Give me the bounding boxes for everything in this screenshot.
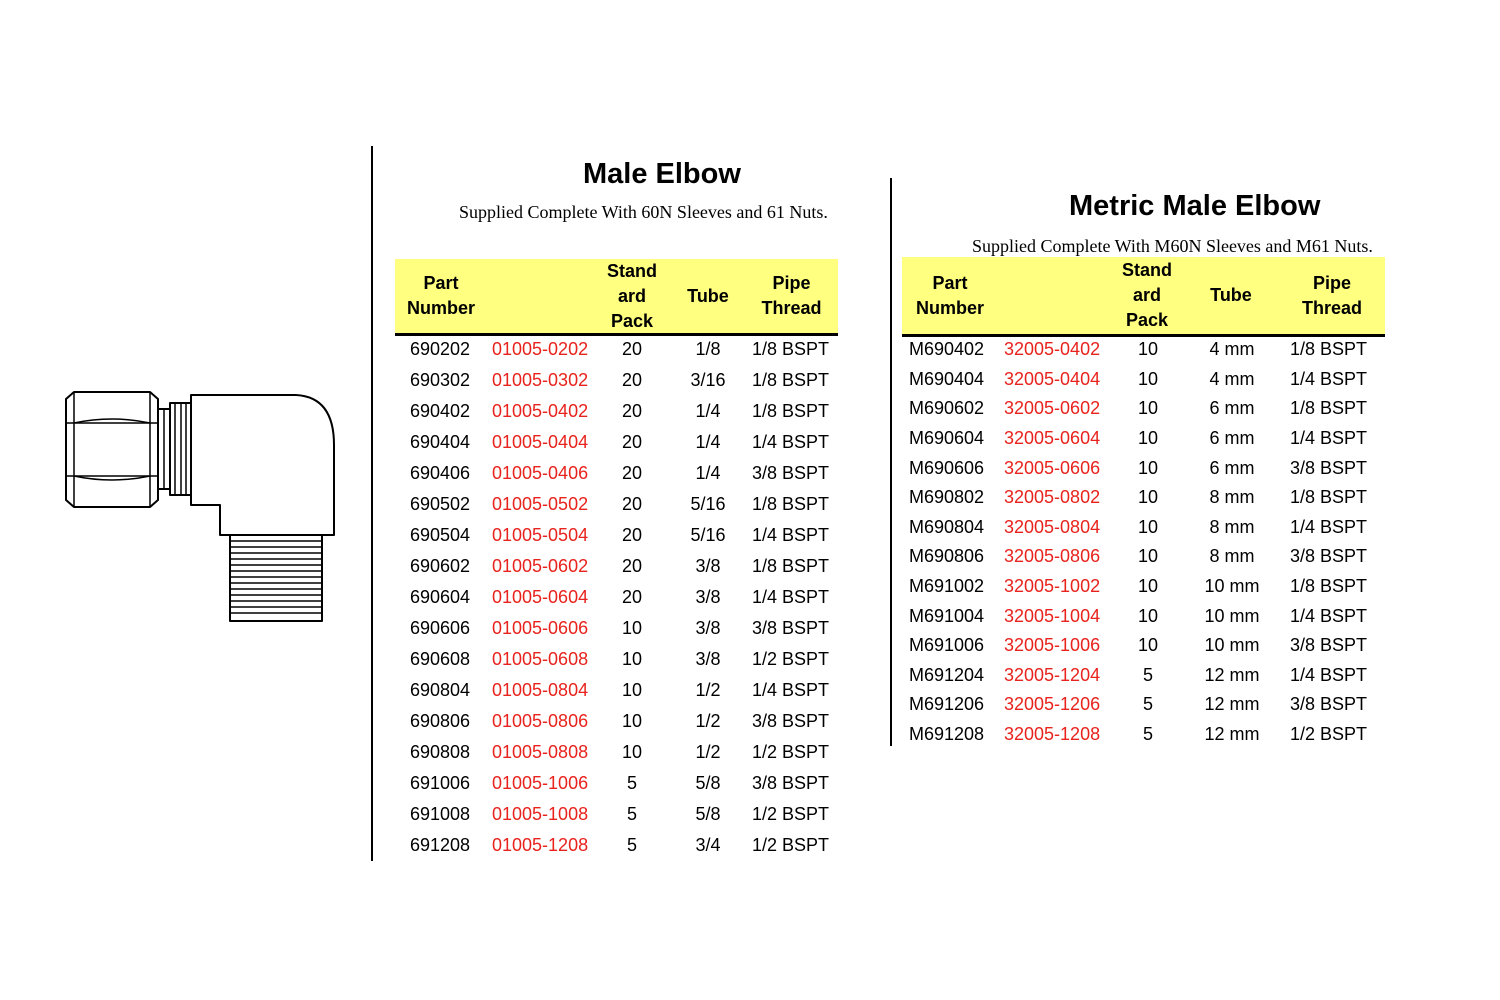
table-row	[395, 551, 838, 582]
code-cell: 32005-0806	[1004, 546, 1101, 567]
code-cell: 01005-1208	[492, 835, 589, 855]
code-cell: 01005-0404	[492, 432, 589, 452]
tube-cell: 3/16	[690, 370, 726, 390]
standard-pack-cell: 10	[1137, 576, 1159, 597]
pipe-thread-cell: 1/4 BSPT	[752, 525, 830, 545]
table-row	[395, 613, 838, 644]
pipe-thread-cell: 1/2 BSPT	[752, 649, 830, 669]
standard-pack-cell: 20	[621, 339, 643, 359]
code-cell: 32005-0602	[1004, 398, 1101, 419]
table-row	[395, 830, 838, 861]
standard-pack-cell: 10	[621, 742, 643, 762]
tube-cell: 3/8	[695, 587, 721, 607]
standard-pack-cell: 10	[1137, 635, 1159, 656]
part-number-cell: 690406	[410, 463, 471, 483]
pipe-thread-cell: 3/8 BSPT	[1290, 635, 1368, 656]
code-cell: 01005-1008	[492, 804, 589, 824]
part-number-cell: 690402	[410, 401, 471, 421]
code-cell: 32005-0404	[1004, 368, 1101, 389]
pipe-thread-cell: 3/8 BSPT	[1290, 694, 1368, 715]
pipe-thread-cell: 3/8 BSPT	[1290, 546, 1368, 567]
part-number-cell: M690604	[909, 428, 985, 449]
part-number-cell: M690806	[909, 546, 985, 567]
table-row	[902, 601, 1385, 631]
part-number-cell: M691006	[909, 635, 985, 656]
standard-pack-cell: 5	[1142, 664, 1153, 685]
table-row	[395, 582, 838, 613]
part-number-cell: M691204	[909, 664, 985, 685]
part-number-cell: 690302	[410, 370, 471, 390]
header-tube: Tube	[1210, 285, 1252, 305]
pipe-thread-cell: 1/4 BSPT	[752, 680, 830, 700]
tube-cell: 8 mm	[1209, 546, 1255, 567]
table-row	[902, 424, 1385, 454]
code-cell: 01005-0606	[492, 618, 589, 638]
code-cell: 32005-0802	[1004, 487, 1101, 508]
header-standard-pack: Stand ard Pack	[606, 260, 657, 331]
table-row	[395, 768, 838, 799]
table-row	[902, 394, 1385, 424]
male-elbow-fitting-icon	[58, 385, 338, 627]
standard-pack-cell: 5	[1142, 724, 1153, 745]
code-cell: 01005-0502	[492, 494, 589, 514]
standard-pack-cell: 20	[621, 587, 643, 607]
tube-cell: 1/8	[695, 339, 721, 359]
pipe-thread-cell: 1/4 BSPT	[1290, 664, 1368, 685]
header-pipe-thread: Pipe Thread	[761, 273, 822, 318]
table-row	[902, 513, 1385, 543]
code-cell: 01005-0302	[492, 370, 589, 390]
divider-left	[371, 146, 373, 861]
male-elbow-title: Male Elbow	[583, 158, 741, 190]
standard-pack-cell: 20	[621, 525, 643, 545]
part-number-cell: 690608	[410, 649, 471, 669]
standard-pack-cell: 10	[621, 711, 643, 731]
tube-cell: 5/16	[690, 494, 726, 514]
table-row	[395, 458, 838, 489]
standard-pack-cell: 20	[621, 401, 643, 421]
standard-pack-cell: 10	[1137, 428, 1159, 449]
code-cell: 01005-1006	[492, 773, 589, 793]
tube-cell: 4 mm	[1209, 368, 1255, 389]
table-row	[395, 706, 838, 737]
part-number-cell: 690602	[410, 556, 471, 576]
pipe-thread-cell: 1/4 BSPT	[752, 587, 830, 607]
code-cell: 32005-1206	[1004, 694, 1101, 715]
code-cell: 01005-0804	[492, 680, 589, 700]
pipe-thread-cell: 1/8 BSPT	[752, 494, 830, 514]
pipe-thread-cell: 1/2 BSPT	[752, 742, 830, 762]
part-number-cell: M690402	[909, 339, 985, 360]
code-cell: 01005-0402	[492, 401, 589, 421]
table-row	[395, 396, 838, 427]
code-cell: 32005-1002	[1004, 576, 1101, 597]
tube-cell: 6 mm	[1209, 457, 1255, 478]
pipe-thread-cell: 1/4 BSPT	[1290, 516, 1368, 537]
table-row	[902, 572, 1385, 602]
standard-pack-cell: 10	[621, 680, 643, 700]
table-row	[395, 427, 838, 458]
table-row	[395, 644, 838, 675]
standard-pack-cell: 10	[1137, 516, 1159, 537]
table-row	[902, 690, 1385, 720]
table-row	[902, 661, 1385, 691]
tube-cell: 5/8	[695, 773, 721, 793]
standard-pack-cell: 20	[621, 556, 643, 576]
male-elbow-table-body	[395, 334, 838, 861]
part-number-cell: M691208	[909, 724, 985, 745]
code-cell: 32005-1006	[1004, 635, 1101, 656]
pipe-thread-cell: 1/2 BSPT	[752, 835, 830, 855]
tube-cell: 1/4	[695, 463, 721, 483]
table-row	[395, 365, 838, 396]
part-number-cell: 690606	[410, 618, 471, 638]
pipe-thread-cell: 1/4 BSPT	[752, 432, 830, 452]
part-number-cell: M690404	[909, 368, 985, 389]
metric-male-elbow-title: Metric Male Elbow	[1069, 190, 1321, 222]
code-cell: 01005-0608	[492, 649, 589, 669]
pipe-thread-cell: 3/8 BSPT	[752, 463, 830, 483]
header-part-number: Part Number	[915, 272, 984, 318]
table-row	[902, 720, 1385, 750]
code-cell: 32005-0402	[1004, 339, 1101, 360]
part-number-cell: M690802	[909, 487, 985, 508]
tube-cell: 5/16	[690, 525, 726, 545]
standard-pack-cell: 10	[1137, 546, 1159, 567]
code-cell: 01005-0604	[492, 587, 589, 607]
tube-cell: 1/4	[695, 432, 721, 452]
tube-cell: 3/8	[695, 649, 721, 669]
table-row	[902, 335, 1385, 365]
table-row	[395, 334, 838, 365]
pipe-thread-cell: 3/8 BSPT	[752, 618, 830, 638]
part-number-cell: 690202	[410, 339, 471, 359]
standard-pack-cell: 5	[1142, 694, 1153, 715]
pipe-thread-cell: 1/8 BSPT	[1290, 576, 1368, 597]
part-number-cell: 691006	[410, 773, 471, 793]
tube-cell: 6 mm	[1209, 428, 1255, 449]
code-cell: 01005-0504	[492, 525, 589, 545]
table-row	[395, 489, 838, 520]
standard-pack-cell: 10	[1137, 605, 1159, 626]
table-row	[902, 365, 1385, 395]
standard-pack-cell: 10	[1137, 398, 1159, 419]
pipe-thread-cell: 1/4 BSPT	[1290, 428, 1368, 449]
male-elbow-table-header	[395, 259, 838, 336]
code-cell: 01005-0406	[492, 463, 589, 483]
table-row	[395, 675, 838, 706]
pipe-thread-cell: 1/2 BSPT	[752, 804, 830, 824]
tube-cell: 10 mm	[1204, 605, 1260, 626]
part-number-cell: 690806	[410, 711, 471, 731]
pipe-thread-cell: 1/8 BSPT	[1290, 398, 1368, 419]
standard-pack-cell: 10	[1137, 457, 1159, 478]
standard-pack-cell: 20	[621, 370, 643, 390]
tube-cell: 10 mm	[1204, 576, 1260, 597]
standard-pack-cell: 5	[626, 804, 637, 824]
pipe-thread-cell: 1/8 BSPT	[1290, 339, 1368, 360]
tube-cell: 5/8	[695, 804, 721, 824]
pipe-thread-cell: 1/2 BSPT	[1290, 724, 1368, 745]
code-cell: 32005-0604	[1004, 428, 1101, 449]
male-elbow-subtitle: Supplied Complete With 60N Sleeves and 61 Nuts.	[459, 202, 828, 222]
table-row	[902, 631, 1385, 661]
pipe-thread-cell: 1/8 BSPT	[1290, 487, 1368, 508]
pipe-thread-cell: 1/8 BSPT	[752, 339, 830, 359]
standard-pack-cell: 20	[621, 432, 643, 452]
standard-pack-cell: 20	[621, 463, 643, 483]
part-number-cell: M691002	[909, 576, 985, 597]
tube-cell: 12 mm	[1204, 694, 1260, 715]
part-number-cell: M690606	[909, 457, 985, 478]
header-tube: Tube	[687, 285, 729, 306]
part-number-cell: M691206	[909, 694, 985, 715]
part-number-cell: M690602	[909, 398, 985, 419]
pipe-thread-cell: 1/8 BSPT	[752, 370, 830, 390]
part-number-cell: 690502	[410, 494, 471, 514]
tube-cell: 8 mm	[1209, 516, 1255, 537]
part-number-cell: 690404	[410, 432, 471, 452]
tube-cell: 8 mm	[1209, 487, 1255, 508]
code-cell: 32005-0804	[1004, 516, 1101, 537]
header-part-number: Part Number	[406, 273, 475, 318]
header-pipe-thread: Pipe Thread	[1301, 272, 1362, 318]
standard-pack-cell: 20	[621, 494, 643, 514]
part-number-cell: M691004	[909, 605, 985, 626]
tube-cell: 3/8	[695, 618, 721, 638]
standard-pack-cell: 10	[1137, 487, 1159, 508]
table-row	[902, 483, 1385, 513]
pipe-thread-cell: 1/4 BSPT	[1290, 368, 1368, 389]
code-cell: 01005-0202	[492, 339, 589, 359]
tube-cell: 1/4	[695, 401, 721, 421]
tube-cell: 1/2	[695, 711, 721, 731]
divider-center	[890, 178, 892, 746]
code-cell: 32005-1004	[1004, 605, 1101, 626]
table-row	[395, 520, 838, 551]
code-cell: 01005-0808	[492, 742, 589, 762]
tube-cell: 6 mm	[1209, 398, 1255, 419]
tube-cell: 10 mm	[1204, 635, 1260, 656]
code-cell: 01005-0806	[492, 711, 589, 731]
header-standard-pack: Stand ard Pack	[1121, 260, 1172, 330]
tube-cell: 1/2	[695, 680, 721, 700]
tube-cell: 12 mm	[1204, 664, 1260, 685]
tube-cell: 3/8	[695, 556, 721, 576]
part-number-cell: 690504	[410, 525, 471, 545]
pipe-thread-cell: 3/8 BSPT	[752, 773, 830, 793]
standard-pack-cell: 10	[621, 649, 643, 669]
code-cell: 32005-0606	[1004, 457, 1101, 478]
pipe-thread-cell: 3/8 BSPT	[752, 711, 830, 731]
tube-cell: 4 mm	[1209, 339, 1255, 360]
metric-male-elbow-table-header	[902, 257, 1385, 337]
standard-pack-cell: 10	[621, 618, 643, 638]
code-cell: 32005-1208	[1004, 724, 1101, 745]
part-number-cell: 690808	[410, 742, 471, 762]
part-number-cell: 690804	[410, 680, 471, 700]
metric-male-elbow-subtitle: Supplied Complete With M60N Sleeves and M61 Nuts.	[972, 236, 1373, 256]
part-number-cell: 691208	[410, 835, 471, 855]
table-row	[902, 542, 1385, 572]
metric-male-elbow-table-body	[902, 335, 1385, 749]
standard-pack-cell: 10	[1137, 368, 1159, 389]
pipe-thread-cell: 1/8 BSPT	[752, 401, 830, 421]
table-row	[395, 737, 838, 768]
standard-pack-cell: 5	[626, 835, 637, 855]
pipe-thread-cell: 3/8 BSPT	[1290, 457, 1368, 478]
pipe-thread-cell: 1/4 BSPT	[1290, 605, 1368, 626]
tube-cell: 12 mm	[1204, 724, 1260, 745]
standard-pack-cell: 10	[1137, 339, 1159, 360]
part-number-cell: 690604	[410, 587, 471, 607]
pipe-thread-cell: 1/8 BSPT	[752, 556, 830, 576]
table-row	[902, 453, 1385, 483]
part-number-cell: 691008	[410, 804, 471, 824]
code-cell: 01005-0602	[492, 556, 589, 576]
table-row	[395, 799, 838, 830]
standard-pack-cell: 5	[626, 773, 637, 793]
part-number-cell: M690804	[909, 516, 985, 537]
tube-cell: 1/2	[695, 742, 721, 762]
tube-cell: 3/4	[695, 835, 721, 855]
code-cell: 32005-1204	[1004, 664, 1101, 685]
